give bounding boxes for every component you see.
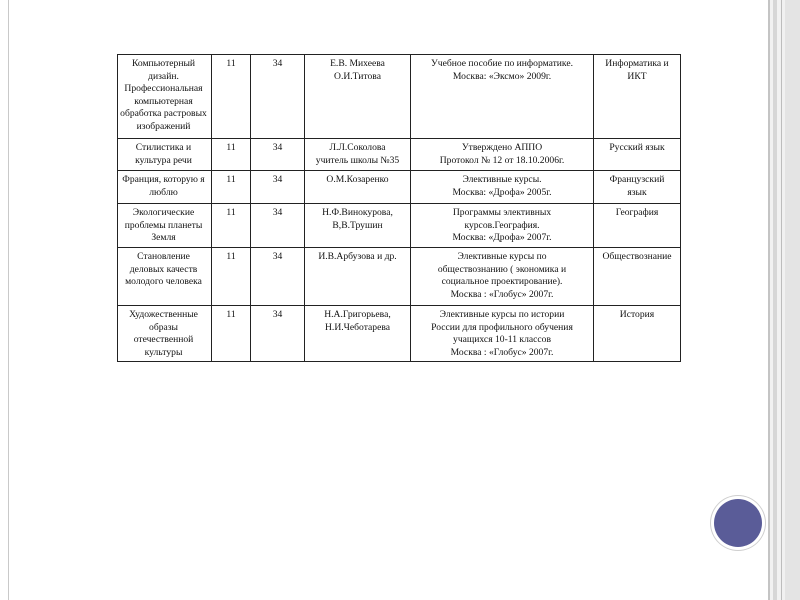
subject-cell: Обществознание <box>594 248 681 306</box>
subject-cell: Русский язык <box>594 139 681 171</box>
subject-cell: География <box>594 204 681 248</box>
source-cell: Элективные курсы по обществознанию ( экономика и социальное проектирование). Москва : «Глобус» 2007г. <box>411 248 594 306</box>
course-title-cell: Стилистика и культура речи <box>118 139 212 171</box>
grade-cell: 11 <box>212 139 251 171</box>
grade-cell: 11 <box>212 248 251 306</box>
slide-left-rule <box>8 0 9 600</box>
table-row <box>118 139 681 171</box>
slide-right-frame <box>768 0 800 600</box>
table-row <box>118 204 681 248</box>
course-title-cell: Становление деловых качеств молодого человека <box>118 248 212 306</box>
table-row <box>118 171 681 204</box>
course-title-cell: Художественные образы отечественной культуры <box>118 306 212 362</box>
table-row <box>118 306 681 362</box>
slide-nav-circle-button[interactable] <box>714 499 762 547</box>
course-title-cell: Экологические проблемы планеты Земля <box>118 204 212 248</box>
author-cell: Е.В. Михеева О.И.Титова <box>305 55 411 139</box>
author-cell: Н.Ф.Винокурова, В,В.Трушин <box>305 204 411 248</box>
hours-cell: 34 <box>251 204 305 248</box>
hours-cell: 34 <box>251 306 305 362</box>
author-cell: И.В.Арбузова и др. <box>305 248 411 306</box>
author-cell: Н.А.Григорьева, Н.И.Чеботарева <box>305 306 411 362</box>
hours-cell: 34 <box>251 171 305 204</box>
table-row <box>118 55 681 139</box>
source-cell: Элективные курсы по истории России для профильного обучения учащихся 10-11 классов Москва : «Глобус» 2007г. <box>411 306 594 362</box>
hours-cell: 34 <box>251 139 305 171</box>
course-title-cell: Франция, которую я люблю <box>118 171 212 204</box>
author-cell: О.М.Козаренко <box>305 171 411 204</box>
grade-cell: 11 <box>212 306 251 362</box>
elective-courses-table <box>117 54 681 362</box>
subject-cell: Французский язык <box>594 171 681 204</box>
course-title-cell: Компьютерный дизайн. Профессиональная компьютерная обработка растровых изображений <box>118 55 212 139</box>
source-cell: Программы элективных курсов.География. Москва: «Дрофа» 2007г. <box>411 204 594 248</box>
hours-cell: 34 <box>251 248 305 306</box>
grade-cell: 11 <box>212 204 251 248</box>
source-cell: Утверждено АППО Протокол № 12 от 18.10.2006г. <box>411 139 594 171</box>
subject-cell: Информатика и ИКТ <box>594 55 681 139</box>
subject-cell: История <box>594 306 681 362</box>
grade-cell: 11 <box>212 55 251 139</box>
author-cell: Л.Л.Соколова учитель школы №35 <box>305 139 411 171</box>
grade-cell: 11 <box>212 171 251 204</box>
table-row <box>118 248 681 306</box>
hours-cell: 34 <box>251 55 305 139</box>
source-cell: Элективные курсы. Москва: «Дрофа» 2005г. <box>411 171 594 204</box>
source-cell: Учебное пособие по информатике. Москва: «Эксмо» 2009г. <box>411 55 594 139</box>
